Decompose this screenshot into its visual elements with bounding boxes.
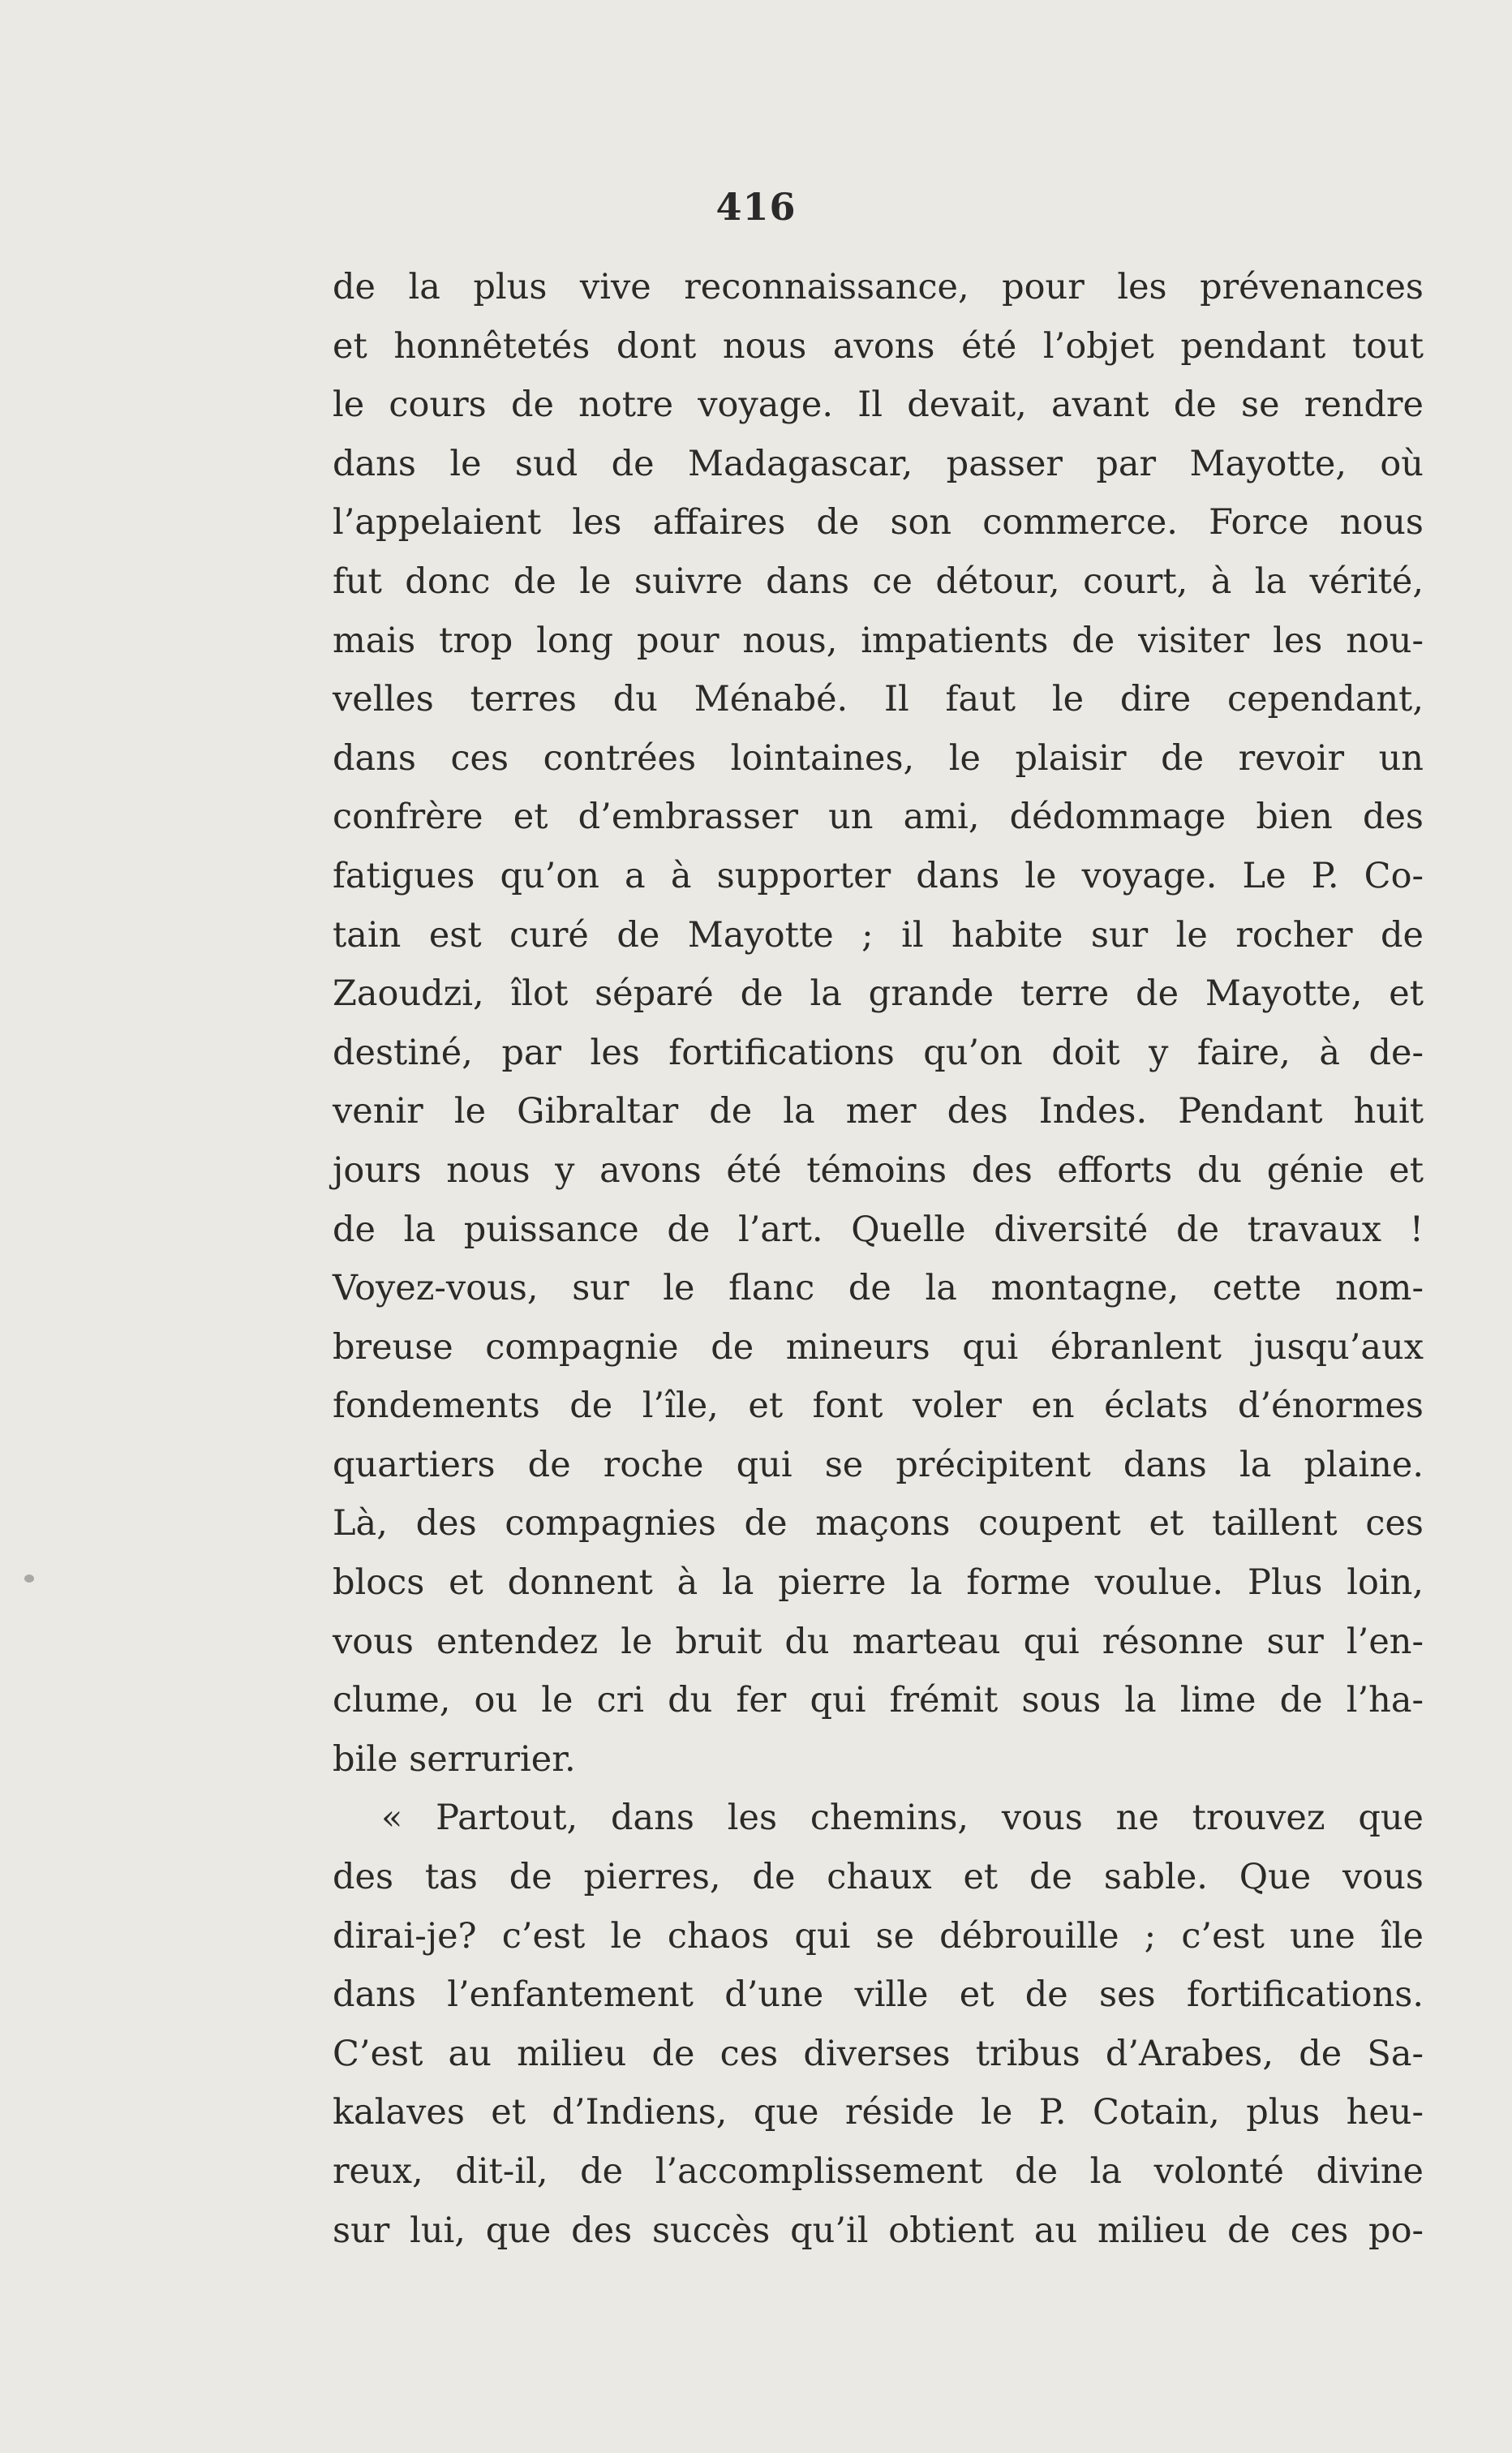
text-line: kalaves et d’Indiens, que réside le P. Cotain, plus heu-: [333, 2092, 1424, 2133]
text-line: le cours de notre voyage. Il devait, avant de se rendre: [333, 384, 1424, 426]
text-line: reux, dit-il, de l’accomplissement de la volonté divine: [333, 2151, 1424, 2192]
body-text: [333, 258, 1424, 2260]
text-line: Zaoudzi, îlot séparé de la grande terre de Mayotte, et: [333, 973, 1424, 1015]
text-line: vous entendez le bruit du marteau qui résonne sur l’en-: [333, 1621, 1424, 1662]
text-line: clume, ou le cri du fer qui frémit sous la lime de l’ha-: [333, 1680, 1424, 1721]
text-line: destiné, par les fortifications qu’on doit y faire, à de-: [333, 1032, 1424, 1073]
page-number: 416: [715, 185, 797, 229]
text-line: l’appelaient les affaires de son commerce. Force nous: [333, 502, 1424, 543]
text-line: fatigues qu’on a à supporter dans le voyage. Le P. Co-: [333, 855, 1424, 896]
text-line: dans le sud de Madagascar, passer par Mayotte, où: [333, 443, 1424, 484]
text-line: jours nous y avons été témoins des efforts du génie et: [333, 1149, 1424, 1191]
text-line: dans l’enfantement d’une ville et de ses fortifications.: [333, 1974, 1424, 2016]
text-line-paragraph-start: « Partout, dans les chemins, vous ne trouvez que: [381, 1798, 1424, 1839]
text-line: sur lui, que des succès qu’il obtient au milieu de ces po-: [333, 2210, 1424, 2251]
text-line: des tas de pierres, de chaux et de sable. Que vous: [333, 1857, 1424, 1898]
text-line: dans ces contrées lointaines, le plaisir de revoir un: [333, 737, 1424, 779]
text-line: de la plus vive reconnaissance, pour les prévenances: [333, 267, 1424, 307]
text-line: tain est curé de Mayotte ; il habite sur le rocher de: [333, 914, 1424, 956]
text-line: fondements de l’île, et font voler en éclats d’énormes: [333, 1385, 1424, 1427]
text-line-paragraph-end: bile serrurier.: [333, 1738, 576, 1780]
text-line: velles terres du Ménabé. Il faut le dire cependant,: [333, 679, 1424, 720]
text-line: Là, des compagnies de maçons coupent et taillent ces: [333, 1503, 1424, 1544]
text-line: confrère et d’embrasser un ami, dédommage bien des: [333, 797, 1424, 838]
text-line: fut donc de le suivre dans ce détour, court, à la vérité,: [333, 561, 1424, 602]
text-line: mais trop long pour nous, impatients de visiter les nou-: [333, 620, 1424, 661]
text-line: blocs et donnent à la pierre la forme voulue. Plus loin,: [333, 1562, 1424, 1604]
text-line: quartiers de roche qui se précipitent dans la plaine.: [333, 1444, 1424, 1485]
text-line: breuse compagnie de mineurs qui ébranlent jusqu’aux: [333, 1326, 1424, 1368]
text-line: C’est au milieu de ces diverses tribus d’Arabes, de Sa-: [333, 2033, 1424, 2074]
text-line: de la puissance de l’art. Quelle diversité de travaux !: [333, 1209, 1424, 1250]
text-line: dirai-je? c’est le chaos qui se débrouille ; c’est une île: [333, 1915, 1424, 1957]
paper-speck: [24, 1574, 34, 1583]
text-line: et honnêtetés dont nous avons été l’objet pendant tout: [333, 325, 1424, 367]
text-line: venir le Gibraltar de la mer des Indes. Pendant huit: [333, 1091, 1424, 1132]
text-line: Voyez-vous, sur le flanc de la montagne, cette nom-: [333, 1268, 1424, 1309]
